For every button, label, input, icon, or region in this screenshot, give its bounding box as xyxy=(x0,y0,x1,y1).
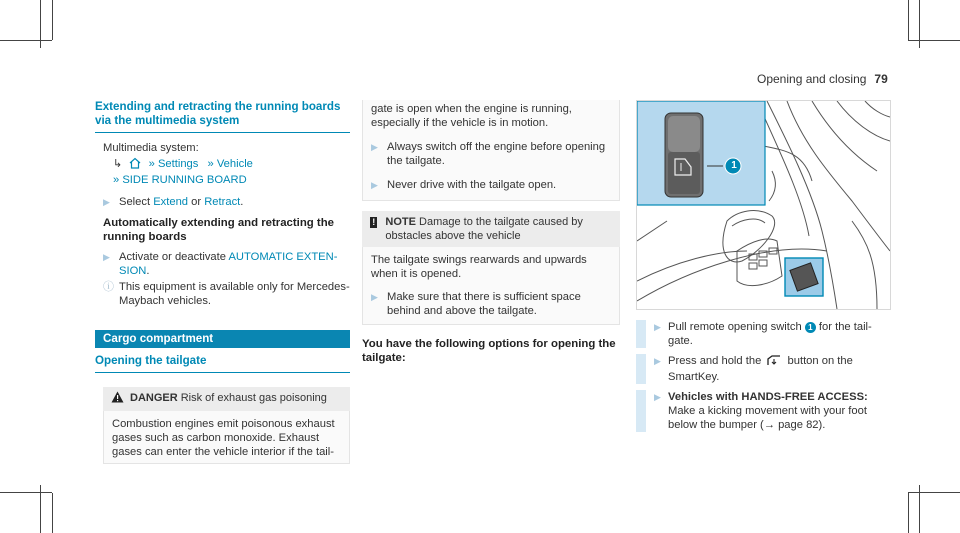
column-1 xyxy=(95,100,350,464)
step-arrow-icon: ▶ xyxy=(371,180,378,190)
step-activate: ▶ Activate or deactivate AUTOMATIC EXTEN-SION. xyxy=(103,251,338,277)
note-panel xyxy=(362,211,620,325)
danger-panel xyxy=(103,387,350,464)
step-select: ▶ Select Extend or Retract. xyxy=(103,196,244,208)
callout-1-label: 1 xyxy=(731,160,737,171)
path-arrow-icon: ↳ xyxy=(113,158,123,170)
danger-continued-text: gate is open when the engine is running, especially if the vehicle is in motion. xyxy=(371,103,572,129)
door-panel-drawing xyxy=(637,101,890,309)
crop-mark xyxy=(0,40,52,41)
menu-item-settings[interactable]: Settings xyxy=(157,158,199,170)
info-note: ⓘ This equipment is available only for Mercedes-Maybach vehicles. xyxy=(103,281,350,307)
step-bar xyxy=(636,390,646,432)
menu-item-side-running-board[interactable]: SIDE RUNNING BOARD xyxy=(122,174,247,186)
path-sep-icon: » xyxy=(207,158,214,170)
subheading-auto: Automatically extending and retracting the running boards xyxy=(103,217,335,243)
home-icon xyxy=(129,157,141,173)
page-ref-arrow-icon: → xyxy=(763,419,775,431)
tailgate-button-icon xyxy=(767,355,781,370)
danger-body: Combustion engines emit poisonous exhaust gases such as carbon monoxide. Exhaust gases can enter the vehicle interior if the tail- xyxy=(103,411,350,464)
path-sep-icon: » xyxy=(148,158,155,170)
exclamation-icon: ! xyxy=(370,217,377,228)
step-arrow-icon: ▶ xyxy=(103,197,110,207)
danger-header: DANGER Risk of exhaust gas poisoning xyxy=(103,387,350,411)
step-arrow-icon: ▶ xyxy=(371,292,378,302)
note-header: ! NOTE Damage to the tailgate caused by obstacles above the vehicle xyxy=(362,211,620,247)
step-arrow-icon: ▶ xyxy=(654,322,661,332)
step-bar xyxy=(636,320,646,348)
running-header xyxy=(757,72,929,86)
multimedia-label: Multimedia system: xyxy=(103,142,199,154)
callout-1-badge: 1 xyxy=(805,322,816,333)
warning-triangle-icon xyxy=(111,391,124,407)
page-number: 79 xyxy=(874,72,888,86)
step-arrow-icon: ▶ xyxy=(654,392,661,402)
step-bar xyxy=(636,354,646,384)
step-arrow-icon: ▶ xyxy=(654,356,661,366)
step-arrow-icon: ▶ xyxy=(103,252,110,262)
menu-item-vehicle[interactable]: Vehicle xyxy=(216,158,253,170)
danger-continued xyxy=(362,100,620,201)
options-heading: You have the following options for opening the tailgate: xyxy=(362,338,616,364)
page-ref-link[interactable]: page 82). xyxy=(774,419,826,431)
info-icon: ⓘ xyxy=(103,281,114,293)
option-extend[interactable]: Extend xyxy=(153,196,189,208)
note-step: ▶ Make sure that there is sufficient space behind and above the tailgate. xyxy=(371,291,581,317)
option-automatic-extension[interactable]: AUTOMATIC EXTEN-SION xyxy=(119,251,338,277)
path-sep-icon: » xyxy=(113,174,120,186)
step-hands-free: ▶ Vehicles with HANDS-FREE ACCESS: Make a kicking movement with your foot below the bumper (→ page 82). xyxy=(636,390,891,432)
danger-step-2: ▶ Never drive with the tailgate open. xyxy=(371,179,557,191)
step-arrow-icon: ▶ xyxy=(371,142,378,152)
running-header-title: Opening and closing xyxy=(757,72,867,86)
note-body: The tailgate swings rearwards and upwards when it is opened. ▶ Make sure that there is sufficient space behind and above the tailgate. xyxy=(362,247,620,325)
column-2 xyxy=(362,100,620,371)
crop-mark xyxy=(908,0,909,40)
crop-mark xyxy=(908,493,909,533)
section-heading-running-boards: Extending and retracting the running boards via the multimedia system xyxy=(95,100,350,133)
tailgate-switch-illustration xyxy=(636,100,891,310)
column-3 xyxy=(636,100,891,439)
subheading-opening-tailgate: Opening the tailgate xyxy=(95,354,350,373)
section-bar-cargo: Cargo compartment xyxy=(95,330,350,348)
crop-mark xyxy=(908,40,960,41)
step-smartkey: ▶ Press and hold the button on the SmartKey. xyxy=(636,354,891,384)
menu-path xyxy=(103,157,350,173)
danger-step-1: ▶ Always switch off the engine before opening the tailgate. xyxy=(371,141,606,167)
crop-mark xyxy=(0,492,52,493)
step-pull-switch: ▶ Pull remote opening switch 1 for the tail-gate. xyxy=(636,320,891,348)
option-retract[interactable]: Retract xyxy=(204,196,241,208)
crop-mark xyxy=(52,0,53,40)
crop-mark xyxy=(908,492,960,493)
menu-path-2 xyxy=(103,173,350,187)
crop-mark xyxy=(52,493,53,533)
